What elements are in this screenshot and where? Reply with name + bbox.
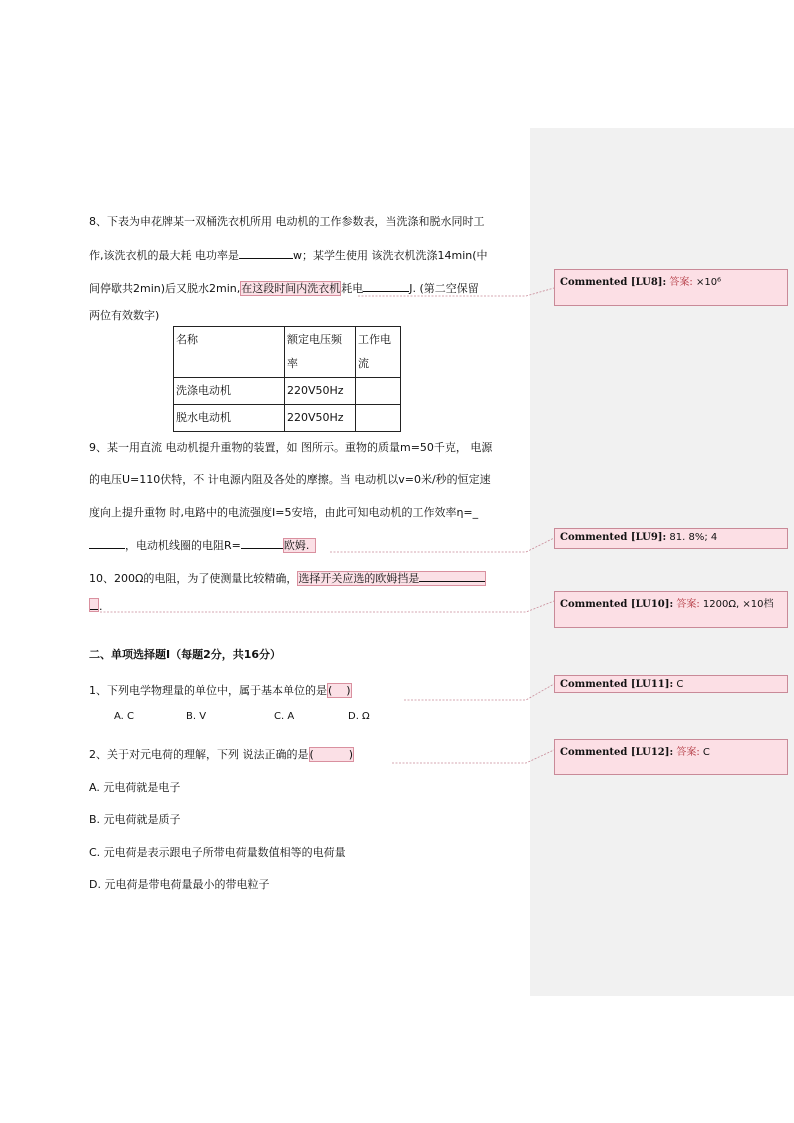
q10-line-2 (89, 598, 103, 614)
mc1-question-line (89, 684, 352, 698)
comment-ref: Commented [LU9]: (560, 532, 667, 543)
q8-line-2a: 作,该洗衣机的最大耗 电功率是 (89, 249, 239, 262)
table-row (174, 378, 401, 405)
q8-blank-power (239, 248, 293, 259)
q9-line-3: 度向上提升重物 时,电路中的电流强度I=5安培，由此可知电动机的工作效率η=_ (89, 506, 479, 519)
motor-params-table (173, 326, 401, 432)
q8-line-3b: 耗电 (341, 282, 364, 295)
comment-lu9[interactable] (554, 528, 788, 549)
mc1-option-a: A. C (114, 711, 135, 722)
q8-line-2b: w；某学生使用 该洗衣机洗涤14min(中 (293, 249, 488, 262)
table-cell: 220V50Hz (285, 405, 356, 432)
mc2-option-c: C. 元电荷是表示跟电子所带电荷量数值相等的电荷量 (89, 846, 346, 859)
comment-ref: Commented [LU10]: (560, 599, 674, 610)
q10-commented-span[interactable] (297, 571, 486, 586)
q9-line-4 (89, 538, 316, 553)
q9-blank-resistance (241, 538, 283, 549)
comment-value: C (702, 747, 710, 758)
mc2-option-a: A. 元电荷就是电子 (89, 781, 181, 794)
q10-period: . (99, 600, 103, 613)
comment-value: C (676, 679, 684, 690)
table-header-cell: 工作电 流 (356, 327, 401, 378)
comment-lu8[interactable] (554, 269, 788, 306)
mc2-question-line (89, 748, 354, 762)
comment-ref: Commented [LU11]: (560, 679, 674, 690)
comment-label: 答案: (669, 277, 693, 288)
comment-ref: Commented [LU12]: (560, 747, 674, 758)
q9-commented-span[interactable]: 欧姆. (283, 538, 317, 553)
mc1-option-c: C. A (274, 711, 295, 722)
comment-lu10[interactable] (554, 591, 788, 628)
table-cell (356, 378, 401, 405)
comment-value: 81. 8%; 4 (669, 532, 718, 543)
q8-commented-span[interactable]: 在这段时间内洗衣机 (241, 282, 341, 295)
q10-highlight-text: 选择开关应选的欧姆挡是 (298, 572, 420, 585)
comment-ref: Commented [LU8]: (560, 277, 667, 288)
q10-line-1a: 10、200Ω的电阻，为了使测量比较精确， (89, 572, 298, 585)
q10-commented-continuation[interactable] (89, 598, 99, 612)
q9-line-4a: ，电动机线圈的电阻R= (125, 539, 241, 552)
mc1-option-b: B. V (186, 711, 207, 722)
q10-line-1 (89, 571, 486, 586)
comment-value: 1200Ω, ×10档 (702, 599, 774, 610)
table-header-row (174, 327, 401, 378)
mc1-question: 1、下列电学物理量的单位中，属于基本单位的是 (89, 684, 327, 697)
table-cell (356, 405, 401, 432)
q9-line-2: 的电压U=110伏特，不 计电源内阻及各处的摩擦。当 电动机以v=0米/秒的恒定速 (89, 473, 491, 486)
mc1-option-d: D. Ω (348, 711, 370, 722)
mc2-question: 2、关于对元电荷的理解，下列 说法正确的是 (89, 748, 309, 761)
mc1-options (114, 710, 370, 724)
mc2-option-b: B. 元电荷就是质子 (89, 813, 181, 826)
q10-blank-range (419, 571, 485, 582)
table-cell: 脱水电动机 (174, 405, 285, 432)
comment-label: 答案: (676, 747, 700, 758)
comments-margin-pane (530, 128, 794, 996)
mc1-answer-bracket[interactable]: ( ) (328, 684, 351, 697)
q8-line-3c: J. (第二空保留 (409, 282, 479, 295)
q9-blank-efficiency (89, 538, 125, 549)
mc2-answer-bracket[interactable]: ( ) (309, 748, 354, 761)
q9-line-1: 9、某一用直流 电动机提升重物的装置，如 图所示。重物的质量m=50千克， 电源 (89, 441, 493, 454)
comment-label: 答案: (676, 599, 700, 610)
q8-line-3 (89, 281, 479, 296)
section-2-title: 二、单项选择题Ⅰ（每题2分，共16分） (89, 648, 282, 661)
table-cell: 洗涤电动机 (174, 378, 285, 405)
q8-blank-energy (363, 281, 409, 292)
table-row (174, 405, 401, 432)
mc2-option-d: D. 元电荷是带电荷量最小的带电粒子 (89, 878, 270, 891)
q8-line-1: 8、下表为申花牌某一双桶洗衣机所用 电动机的工作参数表，当洗涤和脱水同时工 (89, 215, 485, 228)
q10-blank-cont (90, 599, 98, 610)
table-header-cell: 额定电压频 率 (285, 327, 356, 378)
q8-line-2 (89, 248, 488, 263)
q8-line-4: 两位有效数字) (89, 309, 160, 322)
q8-line-3a: 间停歇共2min)后又脱水2min, (89, 282, 241, 295)
comment-lu12[interactable] (554, 739, 788, 775)
comment-lu11[interactable] (554, 675, 788, 693)
table-header-cell: 名称 (174, 327, 285, 378)
comment-value: ×10⁶ (695, 277, 722, 288)
table-cell: 220V50Hz (285, 378, 356, 405)
